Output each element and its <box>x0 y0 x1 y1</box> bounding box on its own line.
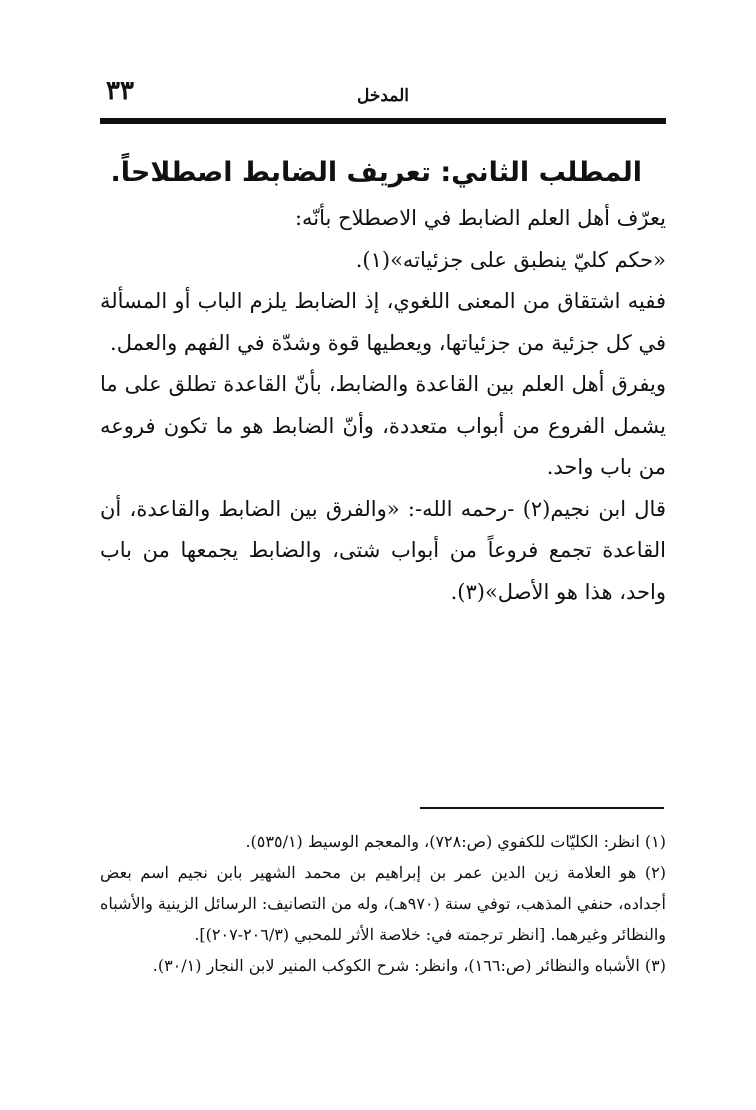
paragraph-quote-ibn-nujaym: قال ابن نجيم(٢) -رحمه الله-: «والفرق بين الضابط والقاعدة، أن القاعدة تجمع فروعاً من أبواب شتى، والضابط يجمعها من باب واحد، هذا هو الأصل»(٣). <box>100 496 666 604</box>
main-content <box>100 148 666 613</box>
section-title: المطلب الثاني: تعريف الضابط اصطلاحاً. <box>110 157 642 188</box>
running-title: المدخل <box>356 86 410 106</box>
footnote-2: (٢) هو العلامة زين الدين عمر بن إبراهيم بن محمد الشهير بابن نجيم اسم بعض أجداده، حنفي المذهب، توفي سنة (٩٧٠هـ)، وله من التصانيف: الرسائل الزينية والأشباه والنظائر وغيرهما. [انظر ترجمته في: خلاصة الأثر للمحبي (٢٠٦/٣-٢٠٧)]. <box>100 863 667 944</box>
page-number: ٣٣ <box>106 76 134 106</box>
paragraph-definition: «حكم كليّ ينطبق على جزئياته»(١). <box>355 247 666 272</box>
paragraph-derivation: ففيه اشتقاق من المعنى اللغوي، إذ الضابط يلزم الباب أو المسألة في كل جزئية من جزئياتها، ويعطيها قوة وشدّة في الفهم والعمل. <box>100 289 666 355</box>
footnote-1: (١) انظر: الكليّات للكفوي (ص:٧٢٨)، والمعجم الوسيط (٥٣٥/١). <box>245 832 666 851</box>
footnote-3: (٣) الأشباه والنظائر (ص:١٦٦)، وانظر: شرح الكوكب المنير لابن النجار (٣٠/١). <box>152 956 666 975</box>
header-rule <box>100 118 666 124</box>
page-header <box>100 74 666 118</box>
footnote-separator <box>420 807 664 809</box>
paragraph-intro: يعرّف أهل العلم الضابط في الاصطلاح بأنّه: <box>294 206 666 230</box>
footnotes <box>100 826 666 981</box>
paragraph-distinction: ويفرق أهل العلم بين القاعدة والضابط، بأنّ القاعدة تطلق على ما يشمل الفروع من أبواب متعددة، وأنّ الضابط هو ما تكون فروعه من باب واحد. <box>100 372 666 479</box>
